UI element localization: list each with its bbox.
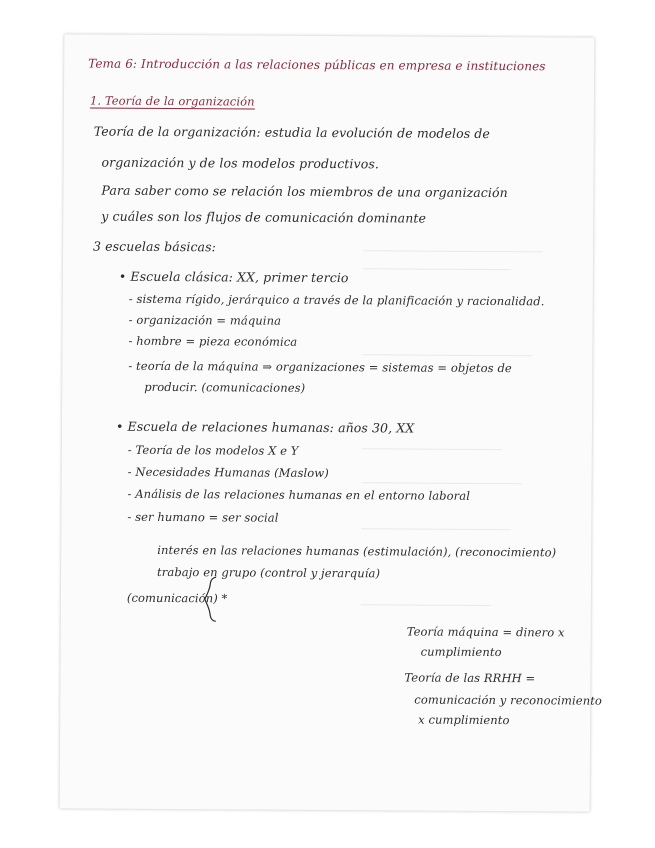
- human-item: - Necesidades Humanas (Maslow): [127, 464, 329, 481]
- paragraph-line: y cuáles son los flujos de comunicación dominante: [101, 208, 427, 226]
- notebook-page: [60, 34, 603, 811]
- show-through-mark: [361, 604, 491, 606]
- summary-line: cumplimiento: [420, 644, 502, 660]
- paragraph-line: Para saber como se relación los miembros de una organización: [101, 182, 508, 201]
- classical-item: - organización = máquina: [128, 312, 282, 328]
- schools-heading: 3 escuelas básicas:: [93, 238, 216, 255]
- page-title: Tema 6: Introducción a las relaciones públicas en empresa e instituciones: [88, 56, 546, 74]
- section-heading: 1. Teoría de la organización: [89, 93, 255, 109]
- summary-line: comunicación y reconocimiento: [414, 692, 603, 708]
- show-through-mark: [362, 482, 522, 484]
- show-through-mark: [363, 268, 513, 270]
- show-through-mark: [362, 354, 532, 356]
- classical-item: - sistema rígido, jerárquico a través de la planificación y racionalidad.: [128, 291, 545, 309]
- human-item: - Análisis de las relaciones humanas en el entorno laboral: [127, 486, 471, 503]
- brace-line: trabajo en grupo (control y jerarquía): [157, 564, 381, 581]
- brace-line: interés en las relaciones humanas (estimulación), (reconocimiento): [157, 542, 557, 560]
- summary-line: x cumplimiento: [418, 712, 510, 728]
- human-relations-school-heading: • Escuela de relaciones humanas: años 30, XX: [115, 418, 415, 436]
- summary-line: Teoría de las RRHH =: [404, 670, 536, 686]
- brace-line: (comunicación) *: [126, 590, 228, 606]
- paragraph-line: organización y de los modelos productivos.: [101, 154, 379, 172]
- human-item: - ser humano = ser social: [127, 509, 279, 525]
- classical-item: - hombre = pieza económica: [128, 333, 298, 349]
- classical-item: - teoría de la máquina ⇒ organizaciones = sistemas = objetos de: [128, 358, 512, 376]
- human-item: - Teoría de los modelos X e Y: [127, 442, 299, 458]
- paragraph-line: Teoría de la organización: estudia la evolución de modelos de: [93, 123, 490, 141]
- summary-line: Teoría máquina = dinero x: [406, 624, 565, 640]
- classical-school-heading: • Escuela clásica: XX, primer tercio: [118, 268, 349, 286]
- show-through-mark: [362, 448, 502, 450]
- show-through-mark: [361, 528, 511, 530]
- show-through-mark: [363, 250, 543, 252]
- classical-item: producir. (comunicaciones): [144, 379, 306, 395]
